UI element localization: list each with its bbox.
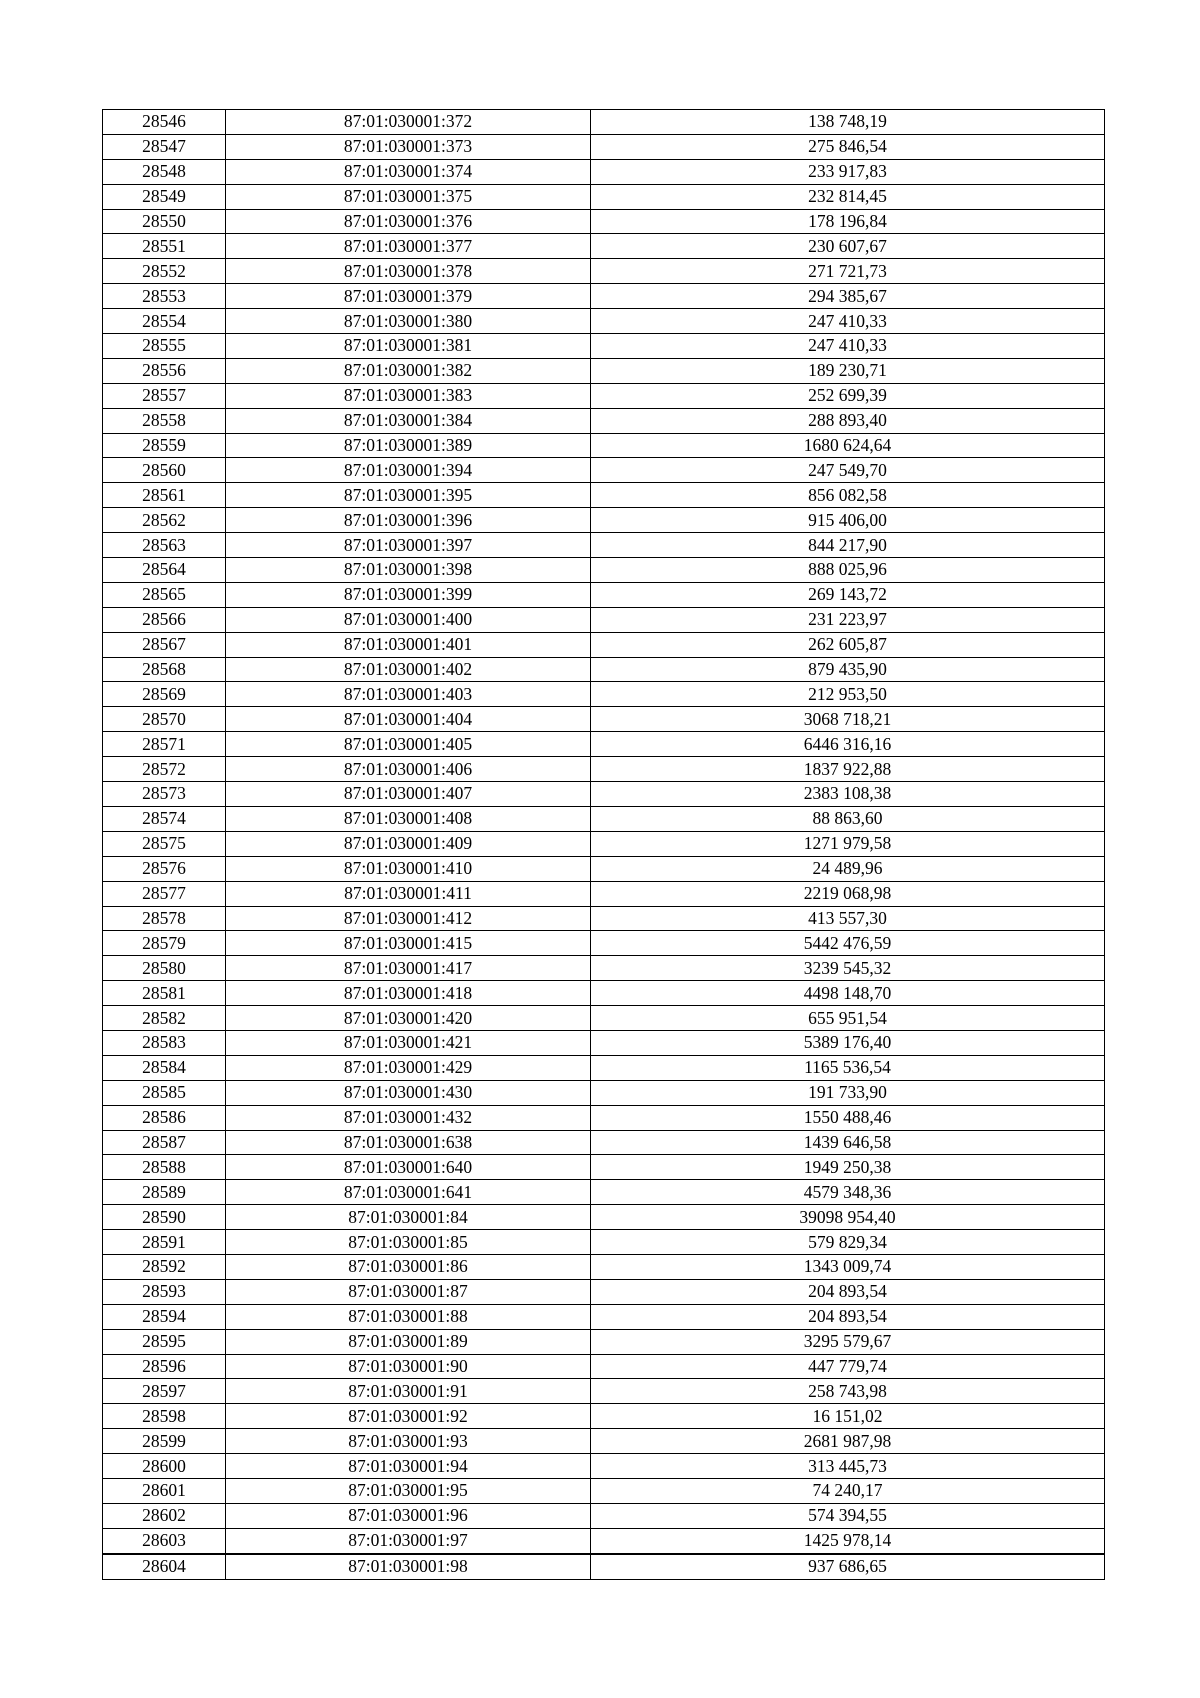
table-row (103, 508, 1105, 533)
row-number-cell: 28548 (103, 159, 226, 184)
row-number-cell: 28591 (103, 1230, 226, 1255)
table-row (103, 1478, 1105, 1503)
row-number-cell: 28567 (103, 632, 226, 657)
row-number-cell: 28552 (103, 259, 226, 284)
value-cell: 189 230,71 (591, 358, 1105, 383)
row-number-cell: 28574 (103, 806, 226, 831)
row-number-cell: 28589 (103, 1180, 226, 1205)
cadastral-number-cell: 87:01:030001:396 (226, 508, 591, 533)
table-row (103, 259, 1105, 284)
value-cell: 288 893,40 (591, 408, 1105, 433)
value-cell: 447 779,74 (591, 1354, 1105, 1379)
value-cell: 856 082,58 (591, 483, 1105, 508)
row-number-cell: 28547 (103, 134, 226, 159)
table-row (103, 732, 1105, 757)
row-number-cell: 28557 (103, 383, 226, 408)
cadastral-number-cell: 87:01:030001:376 (226, 209, 591, 234)
row-number-cell: 28576 (103, 856, 226, 881)
table-row (103, 1329, 1105, 1354)
table-row (103, 1130, 1105, 1155)
table-row (103, 1554, 1105, 1579)
row-number-cell: 28602 (103, 1503, 226, 1528)
value-cell: 88 863,60 (591, 806, 1105, 831)
table-row (103, 358, 1105, 383)
value-cell: 6446 316,16 (591, 732, 1105, 757)
value-cell: 269 143,72 (591, 582, 1105, 607)
value-cell: 655 951,54 (591, 1006, 1105, 1031)
cadastral-number-cell: 87:01:030001:382 (226, 358, 591, 383)
value-cell: 271 721,73 (591, 259, 1105, 284)
value-cell: 1165 536,54 (591, 1055, 1105, 1080)
cadastral-number-cell: 87:01:030001:418 (226, 981, 591, 1006)
value-cell: 74 240,17 (591, 1478, 1105, 1503)
cadastral-number-cell: 87:01:030001:421 (226, 1030, 591, 1055)
cadastral-number-cell: 87:01:030001:407 (226, 782, 591, 807)
cadastral-number-cell: 87:01:030001:400 (226, 607, 591, 632)
cadastral-number-cell: 87:01:030001:94 (226, 1454, 591, 1479)
value-cell: 413 557,30 (591, 906, 1105, 931)
table-row (103, 1205, 1105, 1230)
value-cell: 178 196,84 (591, 209, 1105, 234)
table-row (103, 1230, 1105, 1255)
table-row (103, 831, 1105, 856)
cadastral-number-cell: 87:01:030001:412 (226, 906, 591, 931)
table-row (103, 607, 1105, 632)
table-row (103, 806, 1105, 831)
table-row (103, 110, 1105, 135)
table-row (103, 558, 1105, 583)
row-number-cell: 28577 (103, 881, 226, 906)
cadastral-number-cell: 87:01:030001:394 (226, 458, 591, 483)
table-row (103, 682, 1105, 707)
cadastral-number-cell: 87:01:030001:378 (226, 259, 591, 284)
row-number-cell: 28555 (103, 334, 226, 359)
cadastral-number-cell: 87:01:030001:384 (226, 408, 591, 433)
value-cell: 313 445,73 (591, 1454, 1105, 1479)
cadastral-number-cell: 87:01:030001:375 (226, 184, 591, 209)
value-cell: 3239 545,32 (591, 956, 1105, 981)
value-cell: 262 605,87 (591, 632, 1105, 657)
cadastral-number-cell: 87:01:030001:399 (226, 582, 591, 607)
row-number-cell: 28569 (103, 682, 226, 707)
row-number-cell: 28600 (103, 1454, 226, 1479)
cadastral-number-cell: 87:01:030001:91 (226, 1379, 591, 1404)
cadastral-number-cell: 87:01:030001:410 (226, 856, 591, 881)
value-cell: 16 151,02 (591, 1404, 1105, 1429)
value-cell: 2681 987,98 (591, 1429, 1105, 1454)
value-cell: 212 953,50 (591, 682, 1105, 707)
row-number-cell: 28568 (103, 657, 226, 682)
value-cell: 4498 148,70 (591, 981, 1105, 1006)
cadastral-number-cell: 87:01:030001:389 (226, 433, 591, 458)
cadastral-value-table (102, 109, 1105, 1580)
table-row (103, 1279, 1105, 1304)
value-cell: 1680 624,64 (591, 433, 1105, 458)
row-number-cell: 28586 (103, 1105, 226, 1130)
table-row (103, 284, 1105, 309)
value-cell: 1271 979,58 (591, 831, 1105, 856)
table-row (103, 1304, 1105, 1329)
table-row (103, 458, 1105, 483)
value-cell: 204 893,54 (591, 1279, 1105, 1304)
row-number-cell: 28572 (103, 757, 226, 782)
table-row (103, 1528, 1105, 1553)
cadastral-number-cell: 87:01:030001:420 (226, 1006, 591, 1031)
cadastral-number-cell: 87:01:030001:640 (226, 1155, 591, 1180)
table-row (103, 956, 1105, 981)
table-row (103, 1454, 1105, 1479)
value-cell: 574 394,55 (591, 1503, 1105, 1528)
table-row (103, 707, 1105, 732)
cadastral-number-cell: 87:01:030001:429 (226, 1055, 591, 1080)
table-row (103, 657, 1105, 682)
value-cell: 230 607,67 (591, 234, 1105, 259)
row-number-cell: 28553 (103, 284, 226, 309)
cadastral-number-cell: 87:01:030001:402 (226, 657, 591, 682)
row-number-cell: 28590 (103, 1205, 226, 1230)
row-number-cell: 28558 (103, 408, 226, 433)
row-number-cell: 28575 (103, 831, 226, 856)
row-number-cell: 28564 (103, 558, 226, 583)
cadastral-number-cell: 87:01:030001:417 (226, 956, 591, 981)
cadastral-number-cell: 87:01:030001:432 (226, 1105, 591, 1130)
value-cell: 1837 922,88 (591, 757, 1105, 782)
row-number-cell: 28601 (103, 1478, 226, 1503)
cadastral-number-cell: 87:01:030001:395 (226, 483, 591, 508)
row-number-cell: 28593 (103, 1279, 226, 1304)
value-cell: 247 410,33 (591, 309, 1105, 334)
cadastral-number-cell: 87:01:030001:373 (226, 134, 591, 159)
cadastral-number-cell: 87:01:030001:372 (226, 110, 591, 135)
cadastral-number-cell: 87:01:030001:85 (226, 1230, 591, 1255)
row-number-cell: 28573 (103, 782, 226, 807)
table-row (103, 1055, 1105, 1080)
value-cell: 275 846,54 (591, 134, 1105, 159)
table-row (103, 1354, 1105, 1379)
value-cell: 3295 579,67 (591, 1329, 1105, 1354)
cadastral-number-cell: 87:01:030001:405 (226, 732, 591, 757)
table-row (103, 159, 1105, 184)
value-cell: 1343 009,74 (591, 1254, 1105, 1279)
row-number-cell: 28561 (103, 483, 226, 508)
value-cell: 4579 348,36 (591, 1180, 1105, 1205)
row-number-cell: 28587 (103, 1130, 226, 1155)
row-number-cell: 28551 (103, 234, 226, 259)
value-cell: 1949 250,38 (591, 1155, 1105, 1180)
row-number-cell: 28583 (103, 1030, 226, 1055)
table-row (103, 533, 1105, 558)
value-cell: 2383 108,38 (591, 782, 1105, 807)
value-cell: 258 743,98 (591, 1379, 1105, 1404)
row-number-cell: 28582 (103, 1006, 226, 1031)
cadastral-number-cell: 87:01:030001:92 (226, 1404, 591, 1429)
table-row (103, 383, 1105, 408)
cadastral-number-cell: 87:01:030001:87 (226, 1279, 591, 1304)
value-cell: 247 410,33 (591, 334, 1105, 359)
table-row (103, 1006, 1105, 1031)
value-cell: 252 699,39 (591, 383, 1105, 408)
table-row (103, 582, 1105, 607)
cadastral-number-cell: 87:01:030001:406 (226, 757, 591, 782)
cadastral-number-cell: 87:01:030001:95 (226, 1478, 591, 1503)
table-row (103, 1379, 1105, 1404)
value-cell: 888 025,96 (591, 558, 1105, 583)
row-number-cell: 28588 (103, 1155, 226, 1180)
table-row (103, 1030, 1105, 1055)
row-number-cell: 28584 (103, 1055, 226, 1080)
row-number-cell: 28554 (103, 309, 226, 334)
value-cell: 3068 718,21 (591, 707, 1105, 732)
value-cell: 247 549,70 (591, 458, 1105, 483)
table-row (103, 1080, 1105, 1105)
value-cell: 232 814,45 (591, 184, 1105, 209)
row-number-cell: 28566 (103, 607, 226, 632)
cadastral-number-cell: 87:01:030001:374 (226, 159, 591, 184)
cadastral-number-cell: 87:01:030001:398 (226, 558, 591, 583)
table-row (103, 309, 1105, 334)
cadastral-number-cell: 87:01:030001:379 (226, 284, 591, 309)
row-number-cell: 28595 (103, 1329, 226, 1354)
value-cell: 204 893,54 (591, 1304, 1105, 1329)
table-row (103, 1105, 1105, 1130)
row-number-cell: 28594 (103, 1304, 226, 1329)
cadastral-number-cell: 87:01:030001:411 (226, 881, 591, 906)
cadastral-number-cell: 87:01:030001:404 (226, 707, 591, 732)
cadastral-number-cell: 87:01:030001:403 (226, 682, 591, 707)
table-row (103, 1254, 1105, 1279)
value-cell: 5389 176,40 (591, 1030, 1105, 1055)
cadastral-number-cell: 87:01:030001:98 (226, 1554, 591, 1579)
row-number-cell: 28550 (103, 209, 226, 234)
cadastral-number-cell: 87:01:030001:401 (226, 632, 591, 657)
table-row (103, 408, 1105, 433)
row-number-cell: 28599 (103, 1429, 226, 1454)
cadastral-number-cell: 87:01:030001:89 (226, 1329, 591, 1354)
cadastral-number-cell: 87:01:030001:88 (226, 1304, 591, 1329)
row-number-cell: 28596 (103, 1354, 226, 1379)
cadastral-number-cell: 87:01:030001:408 (226, 806, 591, 831)
value-cell: 233 917,83 (591, 159, 1105, 184)
cadastral-number-cell: 87:01:030001:90 (226, 1354, 591, 1379)
value-cell: 39098 954,40 (591, 1205, 1105, 1230)
row-number-cell: 28592 (103, 1254, 226, 1279)
row-number-cell: 28578 (103, 906, 226, 931)
table-row (103, 782, 1105, 807)
row-number-cell: 28598 (103, 1404, 226, 1429)
table-row (103, 1503, 1105, 1528)
value-cell: 5442 476,59 (591, 931, 1105, 956)
table-row (103, 856, 1105, 881)
table-row (103, 433, 1105, 458)
value-cell: 937 686,65 (591, 1554, 1105, 1579)
table-row (103, 134, 1105, 159)
table-row (103, 483, 1105, 508)
cadastral-number-cell: 87:01:030001:383 (226, 383, 591, 408)
value-cell: 294 385,67 (591, 284, 1105, 309)
cadastral-number-cell: 87:01:030001:638 (226, 1130, 591, 1155)
row-number-cell: 28585 (103, 1080, 226, 1105)
table-row (103, 1404, 1105, 1429)
row-number-cell: 28546 (103, 110, 226, 135)
cadastral-number-cell: 87:01:030001:381 (226, 334, 591, 359)
value-cell: 2219 068,98 (591, 881, 1105, 906)
table-row (103, 981, 1105, 1006)
table-row (103, 757, 1105, 782)
row-number-cell: 28570 (103, 707, 226, 732)
value-cell: 191 733,90 (591, 1080, 1105, 1105)
row-number-cell: 28604 (103, 1554, 226, 1579)
value-cell: 1439 646,58 (591, 1130, 1105, 1155)
cadastral-number-cell: 87:01:030001:84 (226, 1205, 591, 1230)
value-cell: 579 829,34 (591, 1230, 1105, 1255)
row-number-cell: 28556 (103, 358, 226, 383)
cadastral-number-cell: 87:01:030001:97 (226, 1528, 591, 1553)
value-cell: 1550 488,46 (591, 1105, 1105, 1130)
table-row (103, 1180, 1105, 1205)
cadastral-number-cell: 87:01:030001:93 (226, 1429, 591, 1454)
cadastral-number-cell: 87:01:030001:377 (226, 234, 591, 259)
cadastral-number-cell: 87:01:030001:430 (226, 1080, 591, 1105)
value-cell: 138 748,19 (591, 110, 1105, 135)
table-row (103, 632, 1105, 657)
row-number-cell: 28580 (103, 956, 226, 981)
table-row (103, 334, 1105, 359)
table-row (103, 184, 1105, 209)
row-number-cell: 28565 (103, 582, 226, 607)
table-row (103, 234, 1105, 259)
row-number-cell: 28549 (103, 184, 226, 209)
row-number-cell: 28597 (103, 1379, 226, 1404)
cadastral-number-cell: 87:01:030001:397 (226, 533, 591, 558)
table-row (103, 931, 1105, 956)
row-number-cell: 28559 (103, 433, 226, 458)
cadastral-number-cell: 87:01:030001:409 (226, 831, 591, 856)
value-cell: 879 435,90 (591, 657, 1105, 682)
cadastral-number-cell: 87:01:030001:641 (226, 1180, 591, 1205)
row-number-cell: 28579 (103, 931, 226, 956)
table-row (103, 906, 1105, 931)
cadastral-number-cell: 87:01:030001:415 (226, 931, 591, 956)
row-number-cell: 28571 (103, 732, 226, 757)
table-row (103, 1429, 1105, 1454)
value-cell: 915 406,00 (591, 508, 1105, 533)
cadastral-number-cell: 87:01:030001:96 (226, 1503, 591, 1528)
table-row (103, 209, 1105, 234)
value-cell: 844 217,90 (591, 533, 1105, 558)
table-body (103, 110, 1105, 1580)
row-number-cell: 28581 (103, 981, 226, 1006)
cadastral-number-cell: 87:01:030001:86 (226, 1254, 591, 1279)
row-number-cell: 28603 (103, 1528, 226, 1553)
row-number-cell: 28560 (103, 458, 226, 483)
table-row (103, 881, 1105, 906)
table-row (103, 1155, 1105, 1180)
row-number-cell: 28562 (103, 508, 226, 533)
cadastral-number-cell: 87:01:030001:380 (226, 309, 591, 334)
value-cell: 24 489,96 (591, 856, 1105, 881)
value-cell: 231 223,97 (591, 607, 1105, 632)
value-cell: 1425 978,14 (591, 1528, 1105, 1553)
row-number-cell: 28563 (103, 533, 226, 558)
